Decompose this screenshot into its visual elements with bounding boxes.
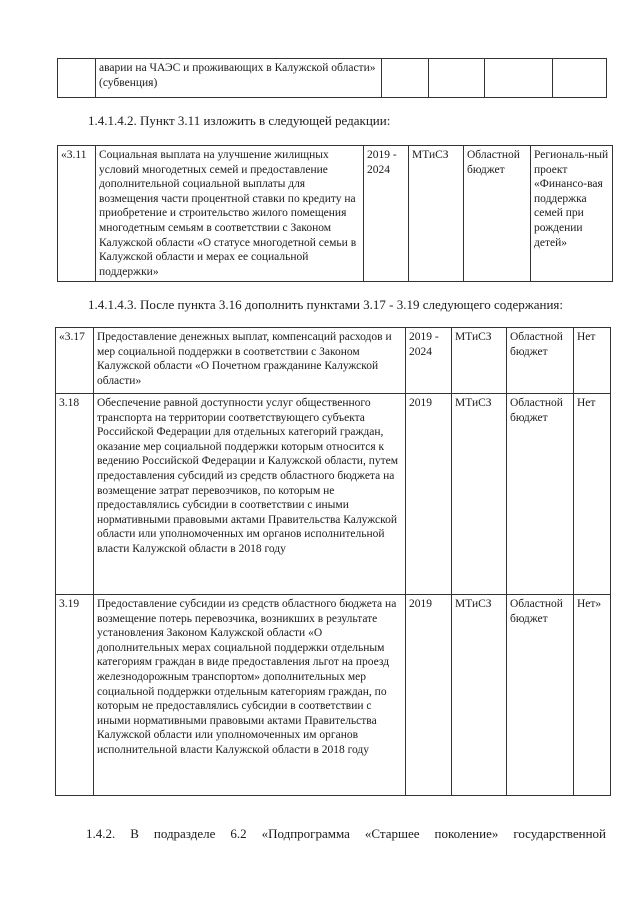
cell-executor <box>429 59 485 98</box>
paragraph-items-3-17-3-19: 1.4.1.4.3. После пункта 3.16 дополнить пунктами 3.17 - 3.19 следующего содержания: <box>88 297 564 312</box>
cell-executor: МТиСЗ <box>452 394 507 595</box>
cell-text: аварии на ЧАЭС и проживающих в Калужской области» (субвенция) <box>96 59 382 98</box>
cell-text: Обеспечение равной доступности услуг общественного транспорта на территории соответствующего субъекта Российской Федерации для отдельных категорий граждан, оказание мер социальной поддержки которым относится к ведению Российской Федерации и Калужской области, путем предоставления субсидий из средств областного бюджета на возмещение затрат перевозчиков, по которым не предоставлялись субсидии в соответствии с иными нормативными правовыми актами Правительства Калужской области или уполномоченных им органов исполнительной власти Калужской области в 2018 году <box>94 394 406 595</box>
cell-source: Областной бюджет <box>464 146 531 282</box>
cell-num: «3.17 <box>56 328 94 394</box>
cell-years: 2019 <box>406 394 452 595</box>
cell-num: 3.19 <box>56 595 94 796</box>
cell-source: Областной бюджет <box>507 595 574 796</box>
cell-years: 2019 - 2024 <box>406 328 452 394</box>
cell-project <box>553 59 607 98</box>
cell-executor: МТиСЗ <box>409 146 464 282</box>
cell-project: Нет <box>574 394 611 595</box>
table-item-3-11 <box>57 145 613 282</box>
cell-project: Нет <box>574 328 611 394</box>
paragraph-subsection-6-2: 1.4.2. В подразделе 6.2 «Подпрограмма «Старшее поколение» государственной <box>86 826 606 841</box>
cell-project: Нет» <box>574 595 611 796</box>
cell-source: Областной бюджет <box>507 328 574 394</box>
cell-text: Социальная выплата на улучшение жилищных условий многодетных семей и предоставление дополнительной социальной выплаты для возмещения части процентной ставки по кредиту на приобретение и строительство жилого помещения многодетным семьям в соответствии с Законом Калужской области «О статусе многодетной семьи в Калужской области и мерах ее социальной поддержки» <box>96 146 364 282</box>
cell-years: 2019 - 2024 <box>364 146 409 282</box>
table-items-3-17-3-19 <box>55 327 611 796</box>
cell-executor: МТиСЗ <box>452 328 507 394</box>
cell-text: Предоставление субсидии из средств областного бюджета на возмещение потерь перевозчика, возникших в результате установления Законом Калужской области «О дополнительных мерах социальной поддержки отдельным категориям граждан в виде предоставления льгот на проезд железнодорожным транспортом» дополнительных мер социальной поддержки отдельным категориям граждан, по которым не предоставлялись субсидии в соответствии с иными нормативными правовыми актами Правительства Калужской области или уполномоченных им органов исполнительной власти Калужской области в 2018 году <box>94 595 406 796</box>
table-row <box>56 328 611 394</box>
cell-num <box>58 59 96 98</box>
cell-source: Областной бюджет <box>507 394 574 595</box>
table-row <box>56 394 611 595</box>
paragraph-item-3-11: 1.4.1.4.2. Пункт 3.11 изложить в следующей редакции: <box>88 113 391 128</box>
cell-num: «3.11 <box>58 146 96 282</box>
cell-years: 2019 <box>406 595 452 796</box>
table-row <box>58 146 613 282</box>
cell-executor: МТиСЗ <box>452 595 507 796</box>
table-row <box>56 595 611 796</box>
cell-years <box>382 59 429 98</box>
cell-text: Предоставление денежных выплат, компенсаций расходов и мер социальной поддержки в соответствии с Законом Калужской области «О Почетном гражданине Калужской области» <box>94 328 406 394</box>
cell-project: Региональ-ный проект «Финансо-вая поддержка семей при рождении детей» <box>531 146 613 282</box>
cell-num: 3.18 <box>56 394 94 595</box>
table-continuation <box>57 58 607 98</box>
table-row <box>58 59 607 98</box>
cell-source <box>485 59 553 98</box>
